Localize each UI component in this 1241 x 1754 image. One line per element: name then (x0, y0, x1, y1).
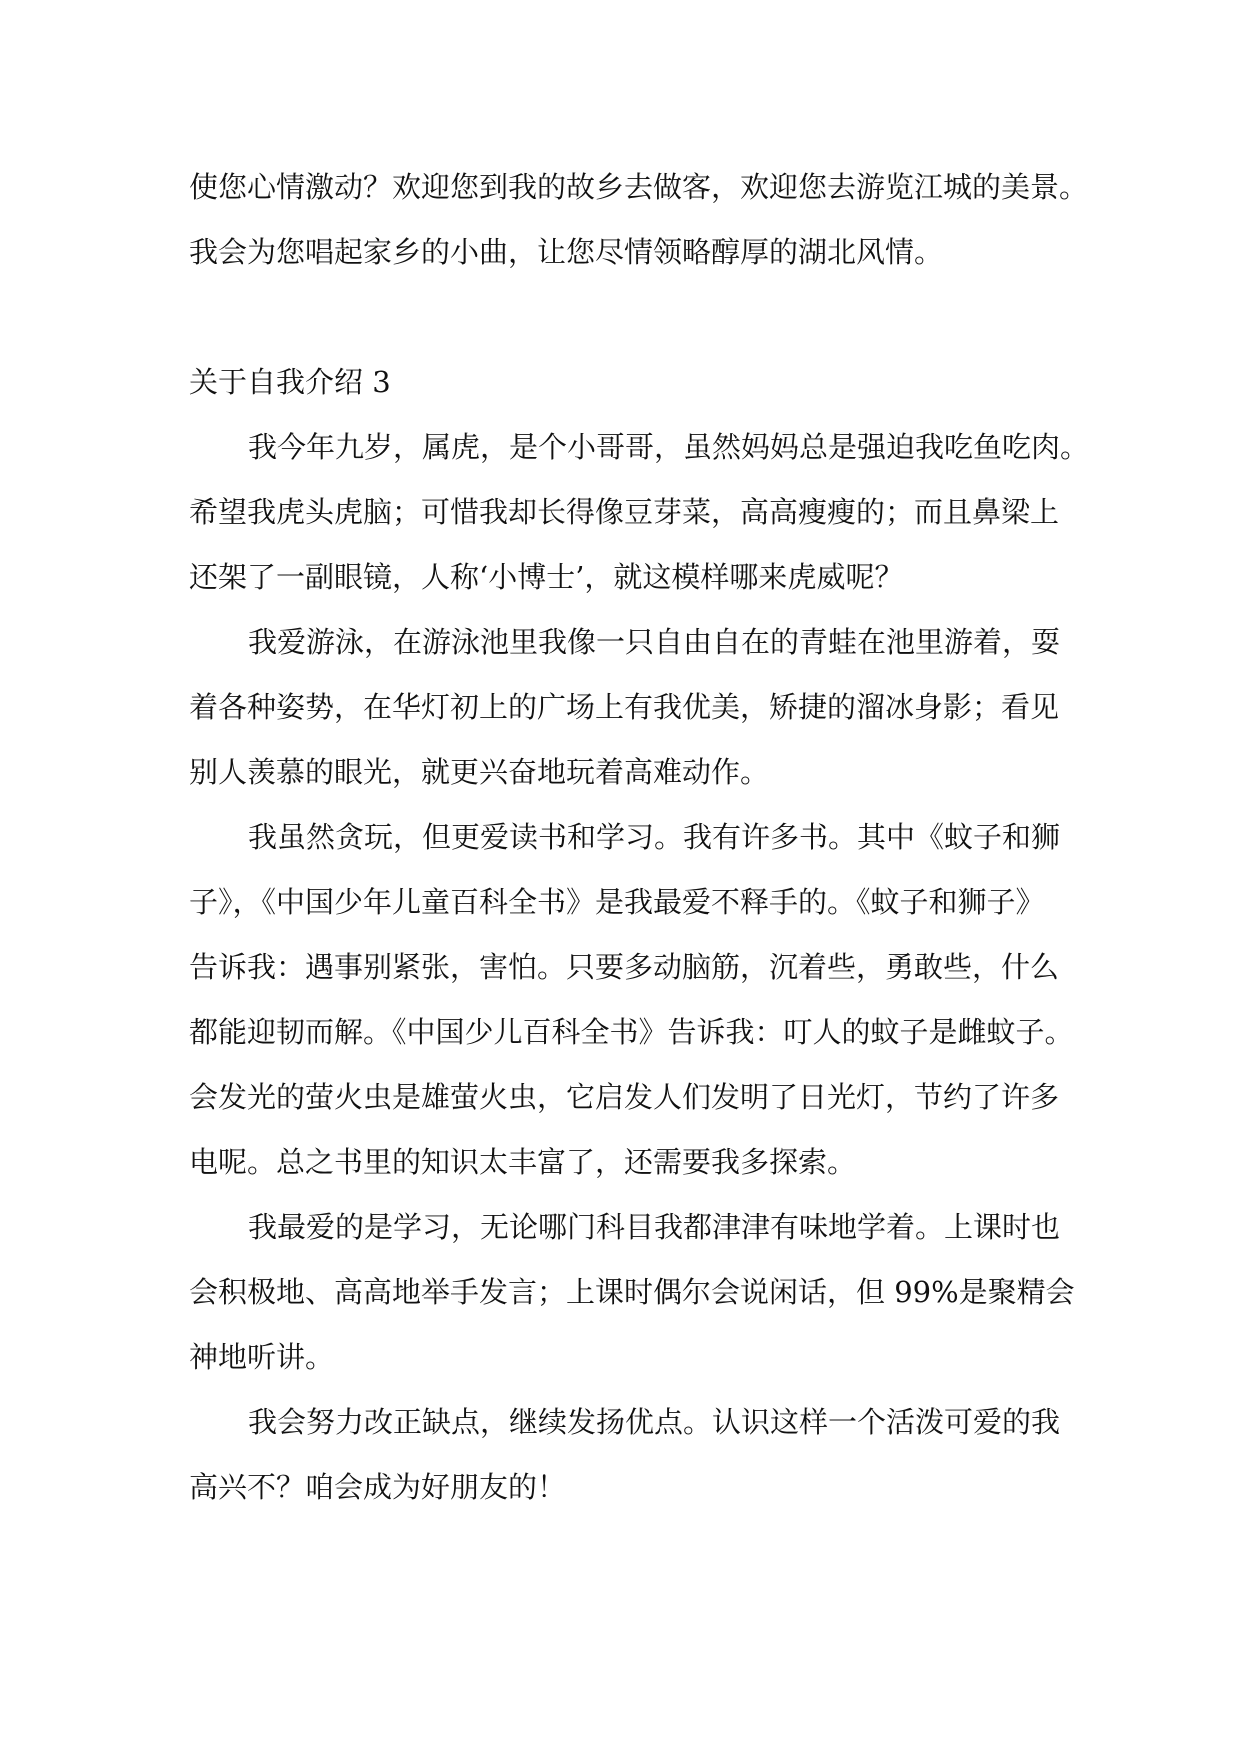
text-line: 着各种姿势，在华灯初上的广场上有我优美，矫捷的溜冰身影；看见 (189, 690, 1060, 724)
text-line: 希望我虎头虎脑；可惜我却长得像豆芽菜，高高瘦瘦的；而且鼻梁上 (189, 495, 1060, 529)
section-title: 关于自我介绍 3 (189, 365, 391, 399)
text-line: 会积极地、高高地举手发言；上课时偶尔会说闲话，但 99%是聚精会 (189, 1275, 1075, 1309)
paragraph (189, 1195, 1089, 1390)
paragraph (189, 415, 1089, 610)
text-line: 我爱游泳，在游泳池里我像一只自由自在的青蛙在池里游着，耍 (248, 625, 1061, 659)
text-line: 神地听讲。 (189, 1340, 335, 1374)
text-line: 高兴不？咱会成为好朋友的！ (189, 1470, 567, 1504)
text-line: 都能迎韧而解。《中国少儿百科全书》告诉我：叮人的蚊子是雌蚊子。 (189, 1015, 1074, 1049)
paragraph (189, 1390, 1089, 1520)
text-line: 我今年九岁，属虎，是个小哥哥，虽然妈妈总是强迫我吃鱼吃肉。 (248, 430, 1090, 464)
paragraph-gap (189, 285, 1089, 350)
text-line: 使您心情激动？欢迎您到我的故乡去做客，欢迎您去游览江城的美景。 (189, 170, 1089, 204)
document-body (189, 155, 1089, 1520)
paragraph (189, 805, 1089, 1195)
text-line: 子》，《中国少年儿童百科全书》是我最爱不释手的。《蚊子和狮子》 (189, 885, 1045, 919)
intro-paragraph (189, 155, 1089, 285)
text-line: 我会为您唱起家乡的小曲，让您尽情领略醇厚的湖北风情。 (189, 235, 944, 269)
text-line: 电呢。总之书里的知识太丰富了，还需要我多探索。 (189, 1145, 857, 1179)
text-line: 我虽然贪玩，但更爱读书和学习。我有许多书。其中《蚊子和狮 (248, 820, 1061, 854)
text-line: 会发光的萤火虫是雄萤火虫，它启发人们发明了日光灯，节约了许多 (189, 1080, 1060, 1114)
paragraph (189, 610, 1089, 805)
text-line: 还架了一副眼镜，人称‘小博士’，就这模样哪来虎威呢？ (189, 560, 904, 594)
text-line: 我最爱的是学习，无论哪门科目我都津津有味地学着。上课时也 (248, 1210, 1061, 1244)
text-line: 别人羡慕的眼光，就更兴奋地玩着高难动作。 (189, 755, 770, 789)
text-line: 告诉我：遇事别紧张，害怕。只要多动脑筋，沉着些，勇敢些，什么 (189, 950, 1060, 984)
text-line: 我会努力改正缺点，继续发扬优点。认识这样一个活泼可爱的我 (248, 1405, 1061, 1439)
